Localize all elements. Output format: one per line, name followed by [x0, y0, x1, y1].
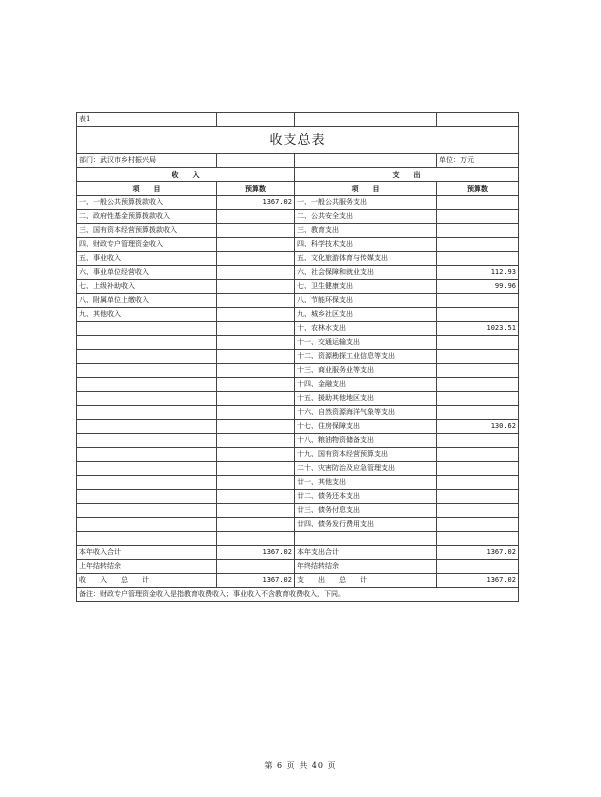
table-row: [77, 504, 519, 518]
unit-label: 单位：万元: [437, 154, 519, 168]
income-item: 四、财政专户管理资金收入: [77, 238, 217, 252]
income-amount: [217, 504, 295, 518]
expense-item-header: 项 目: [295, 182, 437, 196]
expense-amount: [437, 238, 519, 252]
expense-item: 年终结转结余: [295, 560, 437, 574]
income-item: 六、事业单位经营收入: [77, 266, 217, 280]
expense-item: 十七、住房保障支出: [295, 420, 437, 434]
expense-amount: [437, 490, 519, 504]
table-row: [77, 308, 519, 322]
income-item: [77, 392, 217, 406]
expense-amount: 1367.02: [437, 574, 519, 588]
table-row: [77, 196, 519, 210]
expense-item: 七、卫生健康支出: [295, 280, 437, 294]
table-row: [77, 294, 519, 308]
income-item: 七、上级补助收入: [77, 280, 217, 294]
income-item: 八、附属单位上缴收入: [77, 294, 217, 308]
income-item: 一、一般公共预算拨款收入: [77, 196, 217, 210]
income-item: 收 入 总 计: [77, 574, 217, 588]
expense-amount-header: 预算数: [437, 182, 519, 196]
expense-amount: [437, 476, 519, 490]
expense-item: 廿四、债务发行费用支出: [295, 518, 437, 532]
expense-item: 十九、国有资本经营预算支出: [295, 448, 437, 462]
total-row: [77, 560, 519, 574]
expense-section-header: 支 出: [295, 168, 519, 182]
expense-item: 六、社会保障和就业支出: [295, 266, 437, 280]
income-item: [77, 448, 217, 462]
expense-amount: 1023.51: [437, 322, 519, 336]
table-row: [77, 336, 519, 350]
income-amount-header: 预算数: [217, 182, 295, 196]
table-row: [77, 462, 519, 476]
expense-item: 一、一般公共服务支出: [295, 196, 437, 210]
page-footer: 第 6 页 共 40 页: [264, 761, 337, 770]
total-row: [77, 574, 519, 588]
income-section-header: 收 入: [77, 168, 295, 182]
expense-item: 五、文化旅游体育与传媒支出: [295, 252, 437, 266]
income-amount: [217, 378, 295, 392]
income-item: [77, 350, 217, 364]
expense-amount: [437, 196, 519, 210]
table-row: [77, 476, 519, 490]
table-row: [77, 280, 519, 294]
note-row: [77, 588, 519, 602]
expense-item: 廿二、债务还本支出: [295, 490, 437, 504]
income-amount: [217, 322, 295, 336]
expense-amount: 112.93: [437, 266, 519, 280]
income-item: [77, 504, 217, 518]
expense-amount: [437, 434, 519, 448]
expense-amount: [437, 378, 519, 392]
expense-item: 十五、援助其他地区支出: [295, 392, 437, 406]
expense-amount: [437, 504, 519, 518]
table-row: [77, 406, 519, 420]
department-label: 部门：武汉市乡村振兴局: [77, 154, 217, 168]
expense-amount: [437, 308, 519, 322]
table-row: [77, 266, 519, 280]
income-item: [77, 378, 217, 392]
table-row: [77, 210, 519, 224]
income-amount: [217, 490, 295, 504]
income-amount: [217, 308, 295, 322]
expense-amount: [437, 462, 519, 476]
expense-item: 十二、资源勘探工业信息等支出: [295, 350, 437, 364]
expense-amount: [437, 224, 519, 238]
table-row: [77, 350, 519, 364]
title-row: [77, 127, 519, 154]
expense-item: 支 出 总 计: [295, 574, 437, 588]
expense-item: 十八、粮油物资储备支出: [295, 434, 437, 448]
table-row: [77, 490, 519, 504]
expense-item: 十、农林水支出: [295, 322, 437, 336]
income-amount: [217, 532, 295, 546]
expense-amount: [437, 518, 519, 532]
expense-item: 本年支出合计: [295, 546, 437, 560]
table-row: [77, 238, 519, 252]
income-item: 三、国有资本经营预算拨款收入: [77, 224, 217, 238]
expense-item: 二、公共安全支出: [295, 210, 437, 224]
expense-item: 廿三、债务付息支出: [295, 504, 437, 518]
expense-amount: [437, 252, 519, 266]
income-item: [77, 420, 217, 434]
table-row: [77, 364, 519, 378]
expense-item: 九、城乡社区支出: [295, 308, 437, 322]
income-amount: [217, 406, 295, 420]
table-row: [77, 532, 519, 546]
income-item: 九、其他收入: [77, 308, 217, 322]
expense-item: 八、节能环保支出: [295, 294, 437, 308]
income-amount: [217, 252, 295, 266]
expense-amount: [437, 448, 519, 462]
sheet-label: 表1: [77, 113, 217, 127]
income-item: [77, 490, 217, 504]
income-amount: [217, 210, 295, 224]
department-row: [77, 154, 519, 168]
income-amount: [217, 420, 295, 434]
table-row: [77, 420, 519, 434]
income-item: 本年收入合计: [77, 546, 217, 560]
income-item: [77, 406, 217, 420]
income-amount: 1367.02: [217, 196, 295, 210]
table-note: 备注：财政专户管理资金收入是指教育收费收入；事业收入不含教育收费收入，下同。: [77, 588, 519, 602]
income-item: [77, 364, 217, 378]
expense-amount: [437, 336, 519, 350]
table-row: [77, 448, 519, 462]
expense-amount: [437, 406, 519, 420]
income-item-header: 项 目: [77, 182, 217, 196]
table-row: [77, 434, 519, 448]
income-amount: [217, 350, 295, 364]
expense-amount: 99.96: [437, 280, 519, 294]
income-item: 上年结转结余: [77, 560, 217, 574]
expense-item: 十四、金融支出: [295, 378, 437, 392]
table-row: [77, 252, 519, 266]
page-title: 收支总表: [77, 127, 519, 154]
table-row: [77, 322, 519, 336]
income-amount: [217, 448, 295, 462]
expense-amount: [437, 294, 519, 308]
total-row: [77, 546, 519, 560]
income-amount: 1367.02: [217, 574, 295, 588]
income-amount: [217, 560, 295, 574]
expense-item: 四、科学技术支出: [295, 238, 437, 252]
expense-amount: 1367.02: [437, 546, 519, 560]
table-row: [77, 224, 519, 238]
section-header-row: [77, 168, 519, 182]
expense-item: [295, 532, 437, 546]
income-amount: [217, 462, 295, 476]
income-amount: [217, 434, 295, 448]
expense-amount: [437, 392, 519, 406]
sheet-label-row: [77, 113, 519, 127]
income-amount: [217, 266, 295, 280]
expense-amount: [437, 210, 519, 224]
expense-item: 廿一、其他支出: [295, 476, 437, 490]
expense-item: 二十、灾害防治及应急管理支出: [295, 462, 437, 476]
table-row: [77, 378, 519, 392]
column-header-row: [77, 182, 519, 196]
budget-summary-table: [76, 112, 519, 602]
expense-item: 十六、自然资源海洋气象等支出: [295, 406, 437, 420]
table-row: [77, 518, 519, 532]
income-item: [77, 518, 217, 532]
income-item: 五、事业收入: [77, 252, 217, 266]
expense-amount: [437, 350, 519, 364]
income-amount: [217, 364, 295, 378]
income-item: [77, 462, 217, 476]
income-item: [77, 336, 217, 350]
expense-amount: [437, 560, 519, 574]
income-amount: [217, 476, 295, 490]
table-row: [77, 392, 519, 406]
expense-item: 十一、交通运输支出: [295, 336, 437, 350]
income-amount: [217, 238, 295, 252]
income-amount: [217, 280, 295, 294]
income-amount: 1367.02: [217, 546, 295, 560]
income-amount: [217, 518, 295, 532]
expense-amount: [437, 532, 519, 546]
expense-item: 十三、商业服务业等支出: [295, 364, 437, 378]
expense-amount: [437, 364, 519, 378]
income-item: [77, 434, 217, 448]
expense-amount: 130.62: [437, 420, 519, 434]
income-item: [77, 322, 217, 336]
expense-item: 三、教育支出: [295, 224, 437, 238]
income-item: 二、政府性基金预算拨款收入: [77, 210, 217, 224]
income-item: [77, 532, 217, 546]
income-amount: [217, 336, 295, 350]
income-item: [77, 476, 217, 490]
income-amount: [217, 392, 295, 406]
income-amount: [217, 224, 295, 238]
income-amount: [217, 294, 295, 308]
